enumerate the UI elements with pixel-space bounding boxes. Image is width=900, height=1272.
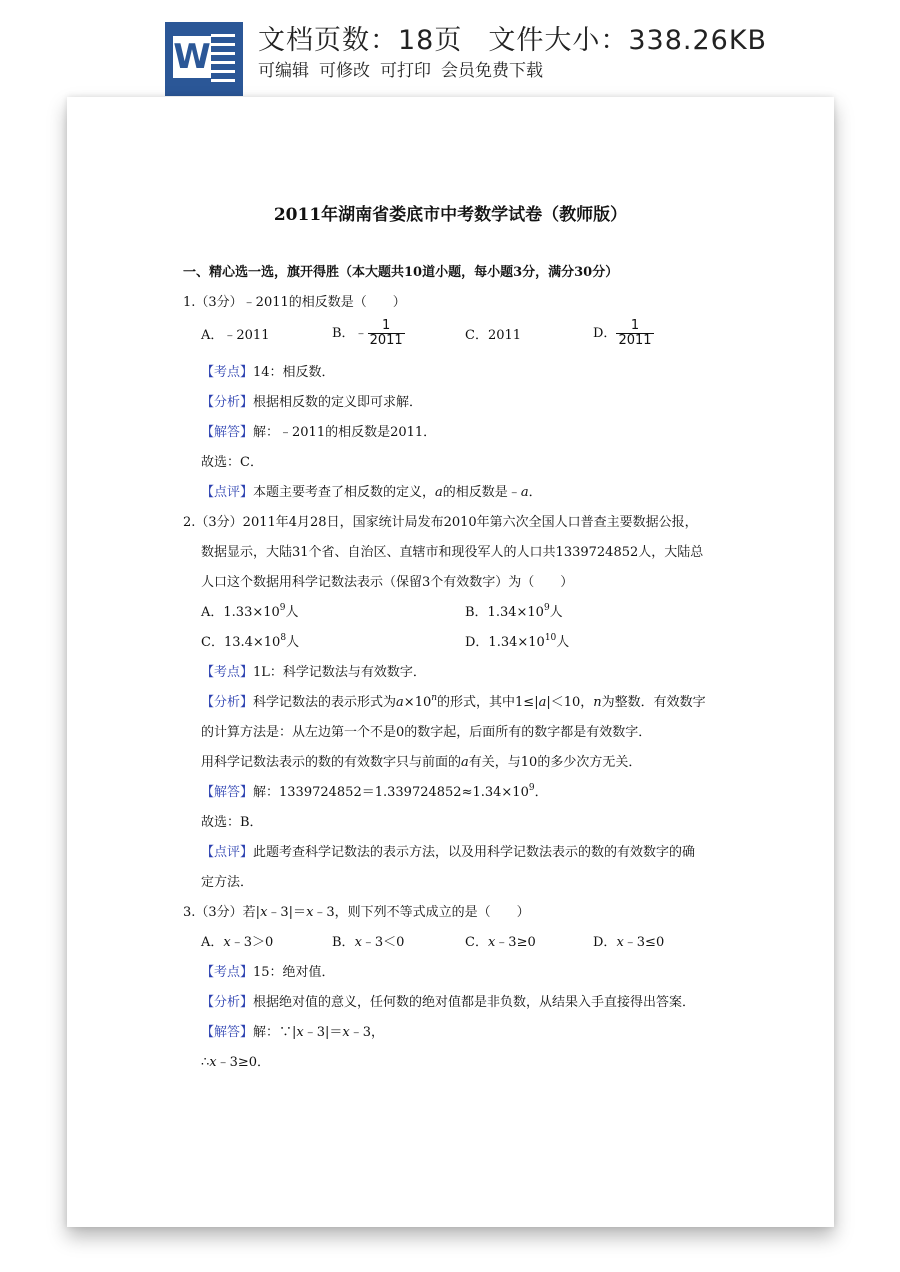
dianping-text: 的相反数是﹣	[442, 485, 521, 500]
fenxi-text: |＜10，	[546, 695, 594, 710]
var-a: a	[538, 695, 547, 710]
option-unit: 人	[285, 605, 299, 620]
option-unit: 人	[549, 605, 563, 620]
option-base: D．1.34×10	[465, 635, 545, 650]
jieda-tag: 【解答】	[201, 1025, 254, 1040]
q2-answer: 故选：B．	[201, 815, 263, 830]
var-x: x	[306, 905, 314, 920]
conclusion-text: ﹣3≥0．	[216, 1055, 271, 1070]
kaodian-text: 14：相反数．	[253, 365, 335, 380]
q1-jieda	[201, 424, 436, 442]
stem-text: ﹣3，则下列不等式成立的是（ ）	[313, 905, 530, 920]
option-unit: 人	[556, 635, 570, 650]
fenxi-tag: 【分析】	[201, 395, 254, 410]
q1-answer: 故选：C．	[201, 455, 263, 470]
jieda-text: ﹣3|＝	[303, 1025, 343, 1040]
dianping-text: 本题主要考查了相反数的定义，	[253, 485, 436, 500]
q1-option-a: A．﹣2011	[201, 328, 270, 343]
var-x: x	[209, 1055, 217, 1070]
option-base: B．1.34×10	[465, 605, 544, 620]
option-label: C．	[465, 935, 488, 950]
feature-free-download: 会员免费下载	[441, 61, 543, 81]
jieda-tag: 【解答】	[201, 785, 254, 800]
exponent: 9	[279, 603, 286, 613]
option-text: ﹣3≤0	[623, 935, 665, 950]
option-label: A．	[201, 935, 224, 950]
kaodian-tag: 【考点】	[201, 665, 254, 680]
file-size: 文件大小：338.26KB	[488, 25, 768, 56]
q2-stem-line3: 人口这个数据用科学记数法表示（保留3个有效数字）为（ ）	[201, 575, 574, 590]
q2-fenxi-line2: 的计算方法是：从左边第一个不是0的数字起，后面所有的数字都是有效数字．	[201, 725, 652, 740]
q1-option-b-label: B．﹣	[332, 326, 368, 341]
dianping-tag: 【点评】	[201, 485, 254, 500]
page-count: 文档页数：18页	[258, 25, 463, 56]
banner-title	[258, 18, 793, 57]
var-a: a	[461, 755, 469, 770]
jieda-text: ．	[534, 785, 548, 800]
feature-printable: 可打印	[380, 61, 431, 81]
fenxi-tag: 【分析】	[201, 695, 254, 710]
q1-fenxi	[201, 394, 422, 412]
q2-option-c	[201, 634, 299, 652]
q1-option-c: C．2011	[465, 328, 522, 343]
document-page	[67, 97, 834, 1227]
q2-fenxi-line1	[201, 694, 706, 712]
jieda-tag: 【解答】	[201, 425, 254, 440]
fenxi-text: 有关，与10的多少次方无关．	[468, 755, 642, 770]
q3-option-a	[201, 934, 273, 952]
q3-option-d	[593, 934, 664, 952]
q2-option-b	[465, 604, 563, 622]
q3-fenxi	[201, 994, 695, 1012]
feature-list	[258, 56, 553, 81]
q1-option-d-label: D．	[593, 326, 617, 341]
exponent: 9	[543, 603, 550, 613]
q1-option-b	[332, 319, 405, 348]
document-title: 2011年湖南省娄底市中考数学试卷（教师版）	[273, 205, 628, 225]
jieda-text: ﹣3，	[349, 1025, 385, 1040]
jieda-text: 解：∵|	[253, 1025, 297, 1040]
fenxi-text: ×10	[403, 695, 432, 710]
exponent: 10	[544, 633, 557, 643]
q2-dianping-line2: 定方法．	[201, 875, 254, 890]
var-x: x	[487, 935, 496, 950]
section-heading: 一、精心选一选，旗开得胜（本大题共10道小题，每小题3分，满分30分）	[183, 265, 619, 280]
fenxi-text: 科学记数法的表示形式为	[253, 695, 397, 710]
q2-stem-line2: 数据显示，大陆31个省、自治区、直辖市和现役军人的人口共1339724852人，大陆总	[201, 545, 704, 560]
word-icon-letter: W	[173, 37, 211, 77]
option-label: D．	[593, 935, 617, 950]
fraction-denominator: 2011	[618, 333, 652, 348]
exponent: 9	[528, 783, 535, 793]
option-label: B．	[332, 935, 355, 950]
option-base: A．1.33×10	[201, 605, 280, 620]
var-x: x	[260, 905, 268, 920]
q3-jieda	[201, 1024, 384, 1042]
q2-option-a	[201, 604, 299, 622]
q3-conclusion	[201, 1054, 270, 1072]
option-unit: 人	[286, 635, 300, 650]
var-a: a	[520, 485, 529, 500]
therefore-symbol: ∴	[201, 1055, 210, 1070]
dianping-text: 此题考查科学记数法的表示方法，以及用科学记数法表示的数的有效数字的确	[253, 845, 696, 860]
fenxi-text: 根据绝对值的意义，任何数的绝对值都是非负数，从结果入手直接得出答案．	[253, 995, 696, 1010]
var-x: x	[223, 935, 231, 950]
q1-option-d-fraction	[616, 319, 653, 348]
q2-kaodian	[201, 664, 426, 682]
q1-option-d	[593, 319, 654, 348]
q3-option-b	[332, 934, 404, 952]
q3-option-c	[465, 934, 536, 952]
word-document-icon	[165, 22, 243, 96]
q2-stem-line1: 2.（3分）2011年4月28日，国家统计局发布2010年第六次全国人口普查主要数据公报，	[183, 515, 698, 530]
q1-option-b-fraction	[368, 319, 405, 348]
fraction-numerator: 1	[616, 319, 653, 334]
var-a: a	[396, 695, 404, 710]
q3-kaodian	[201, 964, 335, 982]
feature-editable: 可编辑	[258, 61, 309, 81]
var-x: x	[296, 1025, 304, 1040]
jieda-text: 解：﹣2011的相反数是2011．	[253, 425, 437, 440]
option-text: ﹣3＞0	[230, 935, 274, 950]
kaodian-text: 15：绝对值．	[253, 965, 335, 980]
q1-dianping	[201, 484, 542, 502]
option-base: C．13.4×10	[201, 635, 281, 650]
stem-text: ﹣3|＝	[267, 905, 307, 920]
q1-kaodian	[201, 364, 335, 382]
var-n: n	[593, 695, 602, 710]
option-text: ﹣3≥0	[495, 935, 536, 950]
fenxi-tag: 【分析】	[201, 995, 254, 1010]
var-x: x	[616, 935, 624, 950]
fraction-denominator: 2011	[369, 333, 403, 348]
var-x: x	[342, 1025, 350, 1040]
q2-fenxi-line3	[201, 754, 641, 772]
option-text: ﹣3＜0	[361, 935, 405, 950]
kaodian-tag: 【考点】	[201, 965, 254, 980]
document-info-banner	[0, 0, 900, 96]
fraction-numerator: 1	[368, 319, 405, 334]
q2-option-d	[465, 634, 569, 652]
jieda-text: 解：1339724852＝1.339724852≈1.34×10	[253, 785, 529, 800]
q2-jieda	[201, 784, 548, 802]
fenxi-text: 根据相反数的定义即可求解．	[253, 395, 423, 410]
q2-dianping-line1	[201, 844, 695, 862]
stem-text: 3.（3分）若|	[183, 905, 261, 920]
q1-stem: 1.（3分）﹣2011的相反数是（ ）	[183, 295, 406, 310]
dianping-text: ．	[528, 485, 542, 500]
dianping-tag: 【点评】	[201, 845, 254, 860]
fenxi-text: 用科学记数法表示的数的有效数字只与前面的	[201, 755, 462, 770]
var-a: a	[435, 485, 443, 500]
feature-modifiable: 可修改	[319, 61, 370, 81]
exponent: 8	[280, 633, 287, 643]
kaodian-tag: 【考点】	[201, 365, 254, 380]
fenxi-text: 的形式，其中1≤|	[437, 695, 539, 710]
q3-stem	[183, 904, 530, 922]
exponent-n: n	[431, 693, 438, 703]
kaodian-text: 1L：科学记数法与有效数字．	[253, 665, 426, 680]
var-x: x	[354, 935, 362, 950]
fenxi-text: 为整数．有效数字	[601, 695, 706, 710]
